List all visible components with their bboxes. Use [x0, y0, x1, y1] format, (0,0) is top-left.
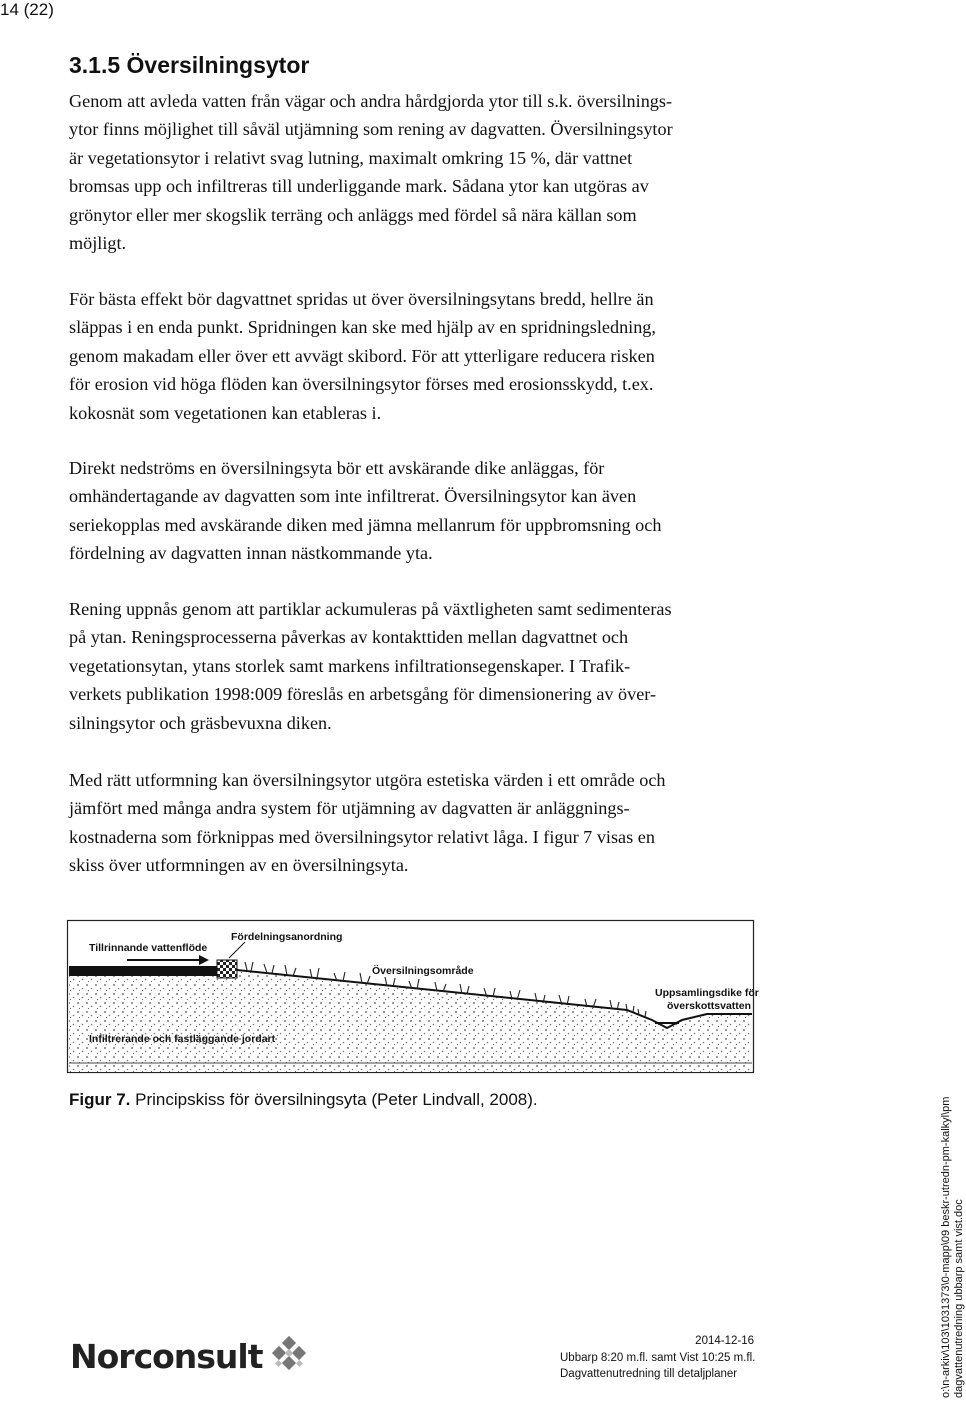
text-line: Direkt nedströms en översilningsyta bör ett avskärande dike anläggas, för: [69, 458, 605, 478]
figure-overland-flow-sketch: [67, 920, 759, 1073]
document-path-line-2: dagvattenutredning ubbarp samt vist.doc: [953, 1199, 965, 1398]
figure-caption: [69, 1090, 538, 1110]
text-line: Med rätt utformning kan översilningsytor utgöra estetiska värden i ett område och: [69, 770, 666, 790]
footer-document-title: Dagvattenutredning till detaljplaner: [560, 1368, 738, 1380]
paragraph-2: [69, 285, 769, 427]
text-line: kostnaderna som förknippas med översilningsytor relativt låga. I figur 7 visas en: [69, 826, 655, 847]
text-line: omhändertagande av dagvatten som inte infiltrerat. Översilningsytor kan även: [69, 486, 637, 507]
text-line: silningsytor och gräsbevuxna diken.: [69, 712, 332, 733]
label-distribution: Fördelningsanordning: [231, 931, 343, 943]
text-line: jämfört med många andra system för utjämning av dagvatten är anläggnings-: [69, 798, 630, 819]
inflow-surface: [69, 966, 219, 976]
figure-caption-text: Principskiss för översilningsyta (Peter Lindvall, 2008).: [130, 1090, 538, 1109]
document-path-line-1: o:\n-arkiv\103\1031373\0-mapp\09 beskr-utredn-pm-kalkyl\pm: [940, 1096, 952, 1398]
text-line: vegetationsytan, ytans storlek samt markens infiltrationsegenskaper. I Trafik-: [69, 655, 631, 676]
text-line: möjligt.: [69, 233, 127, 254]
text-line: För bästa effekt bör dagvattnet spridas ut över översilningsytans bredd, hellre än: [69, 289, 654, 309]
text-line: kokosnät som vegetationen kan etableras i.: [69, 402, 382, 423]
section-heading: 3.1.5 Översilningsytor: [69, 52, 310, 78]
footer-date: 2014-12-16: [695, 1335, 754, 1347]
paragraph-1: [69, 87, 769, 257]
figure-caption-label: Figur 7.: [69, 1090, 131, 1109]
label-collection-ditch-1: Uppsamlingsdike för: [655, 987, 759, 999]
text-line: Rening uppnås genom att partiklar ackumuleras på växtligheten samt sedimenteras: [69, 599, 672, 619]
paragraph-4: [69, 595, 769, 737]
text-line: på ytan. Reningsprocesserna påverkas av kontakttiden mellan dagvattnet och: [69, 627, 629, 648]
label-inflow: Tillrinnande vattenflöde: [89, 942, 208, 954]
label-soil: Infiltrerande och fastläggande jordart: [89, 1033, 276, 1045]
footer-project: Ubbarp 8:20 m.fl. samt Vist 10:25 m.fl.: [560, 1351, 756, 1364]
text-line: bromsas upp och infiltreras till underliggande mark. Sådana ytor kan utgöras av: [69, 176, 649, 197]
label-collection-ditch-2: överskottsvatten: [667, 1000, 752, 1012]
text-line: ytor finns möjlighet till såväl utjämning som rening av dagvatten. Översilningsytor: [69, 119, 673, 140]
text-line: genom makadam eller över ett avvägt skibord. För att ytterligare reducera risken: [69, 345, 655, 366]
text-line: fördelning av dagvatten innan nästkommande yta.: [69, 543, 433, 564]
text-line: seriekopplas med avskärande diken med jämna mellanrum för uppbromsning och: [69, 514, 662, 535]
logo-text: Norconsult: [70, 1336, 263, 1376]
document-path: [940, 1088, 965, 1398]
text-line: Genom att avleda vatten från vägar och andra hårdgjorda ytor till s.k. översilnings-: [69, 91, 673, 111]
text-line: är vegetationsytor i relativt svag lutning, maximalt omkring 15 %, där vattnet: [69, 147, 633, 168]
norconsult-logo: [70, 1336, 309, 1376]
label-overland-area: Översilningsområde: [372, 965, 474, 977]
text-line: skiss över utformningen av en översilningsyta.: [69, 855, 409, 876]
paragraph-3: [69, 454, 769, 568]
text-line: släppas i en enda punkt. Spridningen kan ske med hjälp av en spridningsledning,: [69, 317, 656, 338]
paragraph-5: [69, 766, 769, 880]
text-line: verkets publikation 1998:009 föreslås en arbetsgång för dimensionering av över-: [69, 684, 657, 705]
diamond-logo-icon: [269, 1336, 309, 1376]
distribution-device: [217, 960, 237, 978]
footer-info: [560, 1333, 754, 1383]
text-line: grönytor eller mer skogslik terräng och anläggs med fördel så nära källan som: [69, 204, 637, 225]
text-line: för erosion vid höga flöden kan översilningsytor förses med erosionsskydd, t.ex.: [69, 374, 654, 395]
page-number: 14 (22): [0, 0, 54, 19]
